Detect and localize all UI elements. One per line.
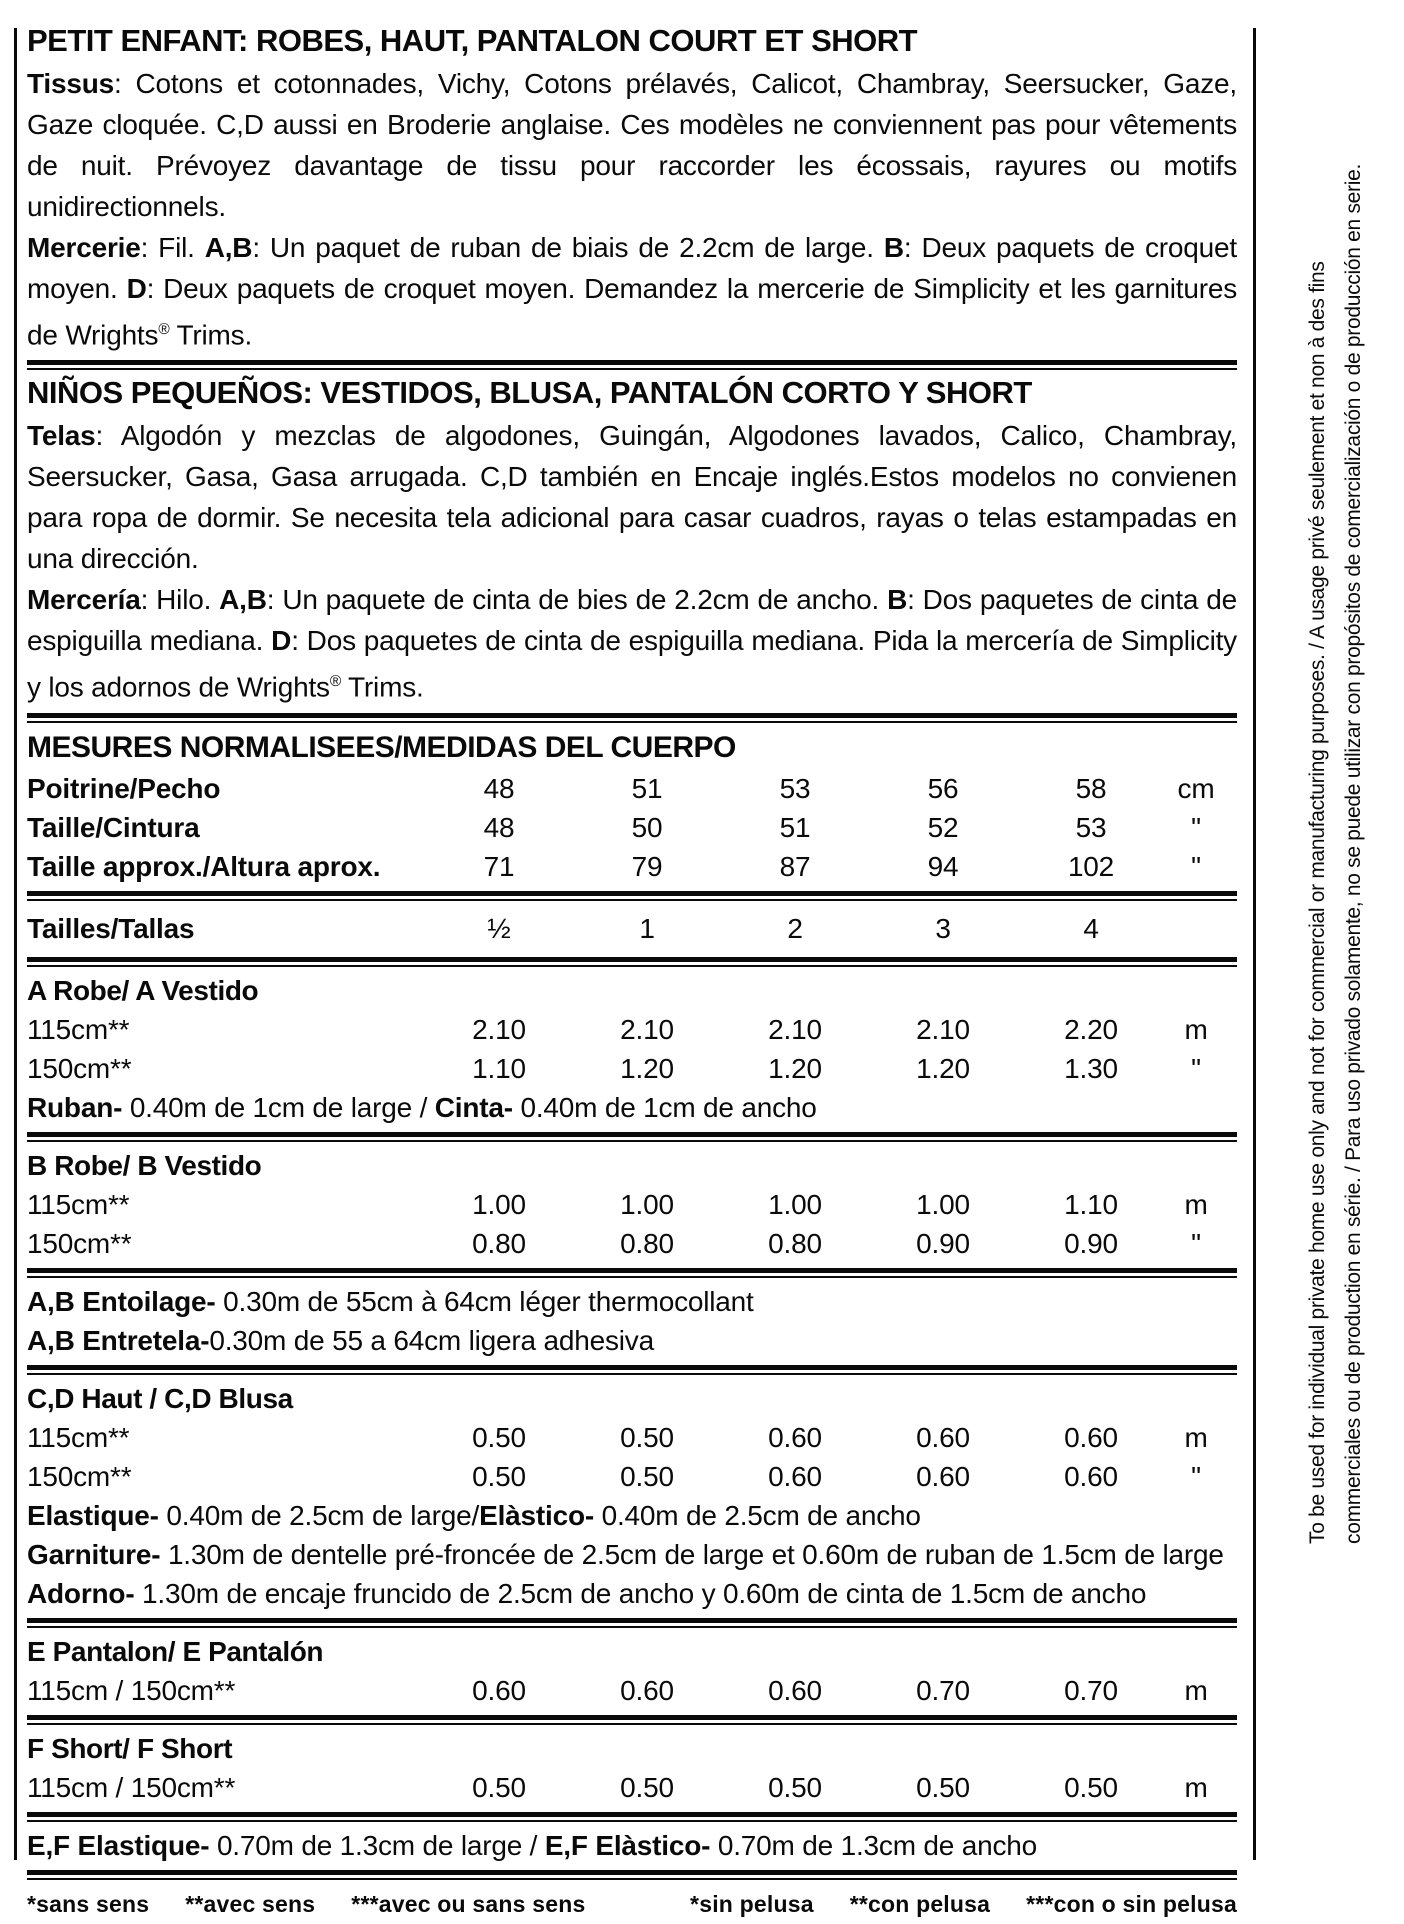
trim-note-row: Adorno- 1.30m de encaje fruncido de 2.5cm de ancho y 0.60m de cinta de 1.5cm de ancho <box>27 1577 1147 1609</box>
footnote-item: ***avec ou sans sens <box>351 1890 586 1917</box>
footnote-item: *sans sens <box>27 1890 150 1917</box>
size-value-cell: 3 <box>935 912 951 944</box>
size-value-cell: 48 <box>483 772 515 804</box>
size-value-cell: 71 <box>483 850 515 882</box>
row-label: 115cm** <box>27 1421 130 1453</box>
size-value-cell: 0.60 <box>768 1674 822 1706</box>
body-measure-row <box>27 905 1237 952</box>
spanish-notions-paragraph: Mercería: Hilo. A,B: Un paquete de cinta de bies de 2.2cm de ancho. B: Dos paquetes de cinta de espiguilla mediana. D: Dos paquetes de cinta de espiguilla mediana. Pida la mercería de Simplicity y los adornos de Wrights® Trims. <box>27 584 1237 703</box>
size-value-cell: 0.50 <box>472 1421 526 1453</box>
size-value-cell: 79 <box>631 850 663 882</box>
size-value-cell: 1.00 <box>472 1188 526 1220</box>
size-value-cell: 56 <box>927 772 959 804</box>
size-value-cell: 2 <box>787 912 803 944</box>
size-value-cell: 58 <box>1075 772 1107 804</box>
footnote-item: *sin pelusa <box>690 1890 814 1917</box>
size-value-cell: 102 <box>1067 850 1115 882</box>
row-label: 115cm** <box>27 1013 130 1045</box>
footnote-item: ***con o sin pelusa <box>1026 1890 1237 1917</box>
row-label: 150cm** <box>27 1227 132 1259</box>
size-value-cell: 1.20 <box>768 1052 822 1084</box>
yardage-row <box>27 1671 1237 1710</box>
spanish-fabrics-paragraph: Telas: Algodón y mezclas de algodones, Guingán, Algodones lavados, Calico, Chambray, Seersucker, Gasa, Gasa arrugada. C,D también en Encaje inglés.Estos modelos no convienen para ropa de dormir. Se necesita tela adicional para casar cuadros, rayas o telas estampadas en una dirección. <box>27 420 1237 575</box>
row-label: 115cm / 150cm** <box>27 1674 236 1706</box>
size-value-cell: 53 <box>779 772 811 804</box>
size-value-cell: 0.80 <box>472 1227 526 1259</box>
size-value-cell: 1.00 <box>620 1188 674 1220</box>
size-value-cell: 2.10 <box>472 1013 526 1045</box>
garment-section-header: E Pantalon/ E Pantalón <box>27 1635 324 1667</box>
size-value-cell: 2.10 <box>916 1013 970 1045</box>
size-value-cell: 1 <box>639 912 655 944</box>
size-value-cell: 0.90 <box>916 1227 970 1259</box>
size-value-cell: 0.60 <box>916 1460 970 1492</box>
size-value-cell: 1.10 <box>472 1052 526 1084</box>
size-value-cell: 2.10 <box>620 1013 674 1045</box>
garment-section-header: F Short/ F Short <box>27 1732 233 1764</box>
size-value-cell: 0.60 <box>1064 1421 1118 1453</box>
left-border-line <box>14 28 17 1860</box>
trim-note-row: Elastique- 0.40m de 2.5cm de large/Elàstico- 0.40m de 2.5cm de ancho <box>27 1499 921 1531</box>
size-value-cell: 0.60 <box>1064 1460 1118 1492</box>
footnotes-row <box>27 1884 1237 1924</box>
size-value-cell: 0.70 <box>1064 1674 1118 1706</box>
size-value-cell: 0.60 <box>768 1460 822 1492</box>
size-value-cell: 51 <box>631 772 663 804</box>
table-rule <box>27 957 1237 967</box>
size-value-cell: 0.50 <box>620 1460 674 1492</box>
table-rule <box>27 1715 1237 1725</box>
content-sidebar-divider-line <box>1253 28 1256 1860</box>
footnotes-french <box>27 1884 585 1924</box>
size-value-cell: 1.30 <box>1064 1052 1118 1084</box>
table-rule <box>27 891 1237 901</box>
footnote-item: **avec sens <box>185 1890 316 1917</box>
size-value-cell: 0.50 <box>620 1421 674 1453</box>
french-title: PETIT ENFANT: ROBES, HAUT, PANTALON COURT ET SHORT <box>27 23 918 58</box>
french-fabrics-paragraph: Tissus: Cotons et cotonnades, Vichy, Cotons prélavés, Calicot, Chambray, Seersucker, Gaze, Gaze cloquée. C,D aussi en Broderie anglaise. Ces modèles ne conviennent pas pour vêtements de nuit. Prévoyez davantage de tissu pour raccorder les écossais, rayures ou motifs unidirectionnels. <box>27 68 1237 222</box>
table-rule <box>27 1268 1237 1278</box>
size-value-cell: 1.00 <box>916 1188 970 1220</box>
size-value-cell: 0.50 <box>768 1771 822 1803</box>
yardage-row <box>27 1224 1237 1263</box>
row-label: Poitrine/Pecho <box>27 772 221 804</box>
row-label: 115cm** <box>27 1188 130 1220</box>
unit-cell: " <box>1191 850 1201 882</box>
table-rule <box>27 1132 1237 1142</box>
row-label: Taille approx./Altura aprox. <box>27 850 381 882</box>
row-label: 150cm** <box>27 1052 132 1084</box>
trim-note-row: A,B Entoilage- 0.30m de 55cm à 64cm léger thermocollant <box>27 1285 754 1317</box>
size-value-cell: 0.60 <box>620 1674 674 1706</box>
footnote-item: **con pelusa <box>849 1890 991 1917</box>
size-value-cell: 0.70 <box>916 1674 970 1706</box>
size-value-cell: 2.10 <box>768 1013 822 1045</box>
trim-note-row: Ruban- 0.40m de 1cm de large / Cinta- 0.40m de 1cm de ancho <box>27 1091 817 1123</box>
table-title: MESURES NORMALISEES/MEDIDAS DEL CUERPO <box>27 730 736 764</box>
size-value-cell: 0.80 <box>768 1227 822 1259</box>
trim-note-row: A,B Entretela-0.30m de 55 a 64cm ligera adhesiva <box>27 1324 654 1356</box>
unit-cell: m <box>1184 1771 1208 1803</box>
table-rule <box>27 1365 1237 1375</box>
unit-cell: m <box>1184 1674 1208 1706</box>
garment-section-header: C,D Haut / C,D Blusa <box>27 1382 293 1414</box>
size-value-cell: 48 <box>483 811 515 843</box>
row-label: Taille/Cintura <box>27 811 200 843</box>
unit-cell: m <box>1184 1013 1208 1045</box>
size-value-cell: 87 <box>779 850 811 882</box>
yardage-row <box>27 1049 1237 1088</box>
table-rule <box>27 1812 1237 1822</box>
size-yardage-table <box>27 727 1237 1880</box>
size-value-cell: ½ <box>487 912 511 944</box>
body-measure-row <box>27 769 1237 808</box>
size-value-cell: 0.60 <box>768 1421 822 1453</box>
unit-cell: cm <box>1177 772 1215 804</box>
row-label: Tailles/Tallas <box>27 912 195 944</box>
table-rule <box>27 1618 1237 1628</box>
size-value-cell: 0.50 <box>472 1460 526 1492</box>
table-rule <box>27 1870 1237 1880</box>
body-measure-row <box>27 847 1237 886</box>
unit-cell: m <box>1184 1188 1208 1220</box>
garment-section-header: A Robe/ A Vestido <box>27 974 259 1006</box>
size-value-cell: 0.50 <box>1064 1771 1118 1803</box>
unit-cell: m <box>1184 1421 1208 1453</box>
size-value-cell: 2.20 <box>1064 1013 1118 1045</box>
section-divider-rule <box>27 713 1237 723</box>
size-value-cell: 53 <box>1075 811 1107 843</box>
garment-section-header: B Robe/ B Vestido <box>27 1149 262 1181</box>
unit-cell: " <box>1191 1460 1201 1492</box>
yardage-row <box>27 1418 1237 1457</box>
copyright-vertical-text <box>1300 24 1372 1544</box>
size-value-cell: 0.50 <box>916 1771 970 1803</box>
size-value-cell: 0.60 <box>916 1421 970 1453</box>
size-value-cell: 50 <box>631 811 663 843</box>
unit-cell: " <box>1191 1052 1201 1084</box>
size-value-cell: 0.80 <box>620 1227 674 1259</box>
trim-note-row: Garniture- 1.30m de dentelle pré-froncée de 2.5cm de large et 0.60m de ruban de 1.5cm de large <box>27 1538 1224 1570</box>
trim-note-row: E,F Elastique- 0.70m de 1.3cm de large / E,F Elàstico- 0.70m de 1.3cm de ancho <box>27 1829 1038 1861</box>
size-value-cell: 1.00 <box>768 1188 822 1220</box>
french-notions-paragraph: Mercerie: Fil. A,B: Un paquet de ruban de biais de 2.2cm de large. B: Deux paquets de croquet moyen. D: Deux paquets de croquet moyen. Demandez la mercerie de Simplicity et les garnitures de Wrights® Trims. <box>27 232 1238 351</box>
size-value-cell: 94 <box>927 850 959 882</box>
size-value-cell: 1.20 <box>620 1052 674 1084</box>
size-value-cell: 1.20 <box>916 1052 970 1084</box>
yardage-row <box>27 1185 1237 1224</box>
body-measure-row <box>27 808 1237 847</box>
copyright-line-2: commerciales ou de production en série. / Para uso privado solamente, no se puede utilizar con propósitos de comercialización o de producción en serie. <box>1342 164 1365 1544</box>
size-value-cell: 52 <box>927 811 959 843</box>
size-value-cell: 51 <box>779 811 811 843</box>
yardage-row <box>27 1010 1237 1049</box>
size-value-cell: 4 <box>1083 912 1099 944</box>
yardage-row <box>27 1457 1237 1496</box>
row-label: 115cm / 150cm** <box>27 1771 236 1803</box>
size-value-cell: 1.10 <box>1064 1188 1118 1220</box>
main-content <box>27 22 1237 1924</box>
spanish-title: NIÑOS PEQUEÑOS: VESTIDOS, BLUSA, PANTALÓN CORTO Y SHORT <box>27 375 1032 411</box>
size-value-cell: 0.90 <box>1064 1227 1118 1259</box>
yardage-row <box>27 1768 1237 1807</box>
unit-cell <box>1165 905 1227 952</box>
section-divider-rule <box>27 360 1237 370</box>
size-value-cell: 0.50 <box>620 1771 674 1803</box>
footnotes-spanish <box>690 1884 1237 1924</box>
row-label: 150cm** <box>27 1460 132 1492</box>
unit-cell: " <box>1191 811 1201 843</box>
copyright-line-1: To be used for individual private home use only and not for commercial or manufacturing purposes. / A usage privé seulement et non à des fins <box>1306 261 1329 1544</box>
size-value-cell: 0.50 <box>472 1771 526 1803</box>
unit-cell: " <box>1191 1227 1201 1259</box>
size-value-cell: 0.60 <box>472 1674 526 1706</box>
